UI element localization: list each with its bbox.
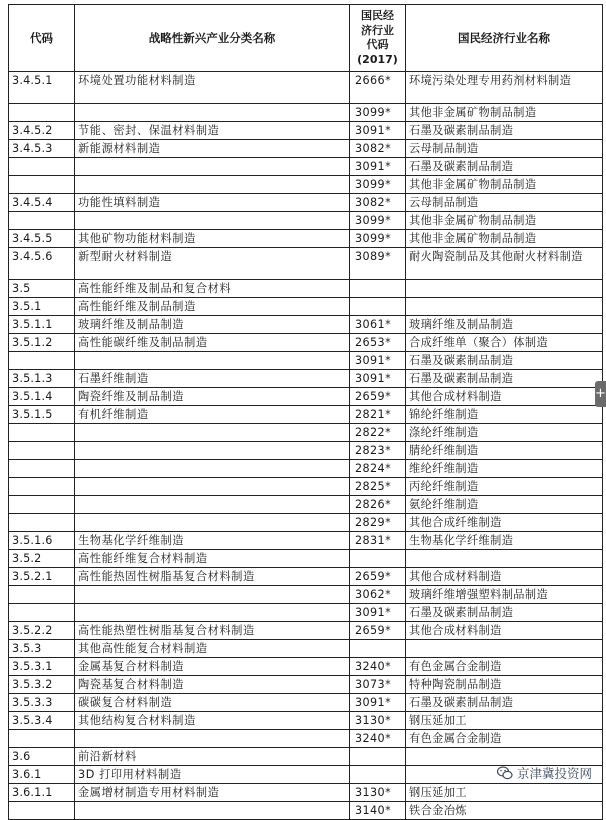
row-category: [75, 212, 350, 230]
row-nec-code: 3099*: [350, 212, 406, 230]
row-nec-name: 石墨及碳素制品制造: [406, 352, 603, 370]
row-nec-name: [406, 640, 603, 658]
table-row: [9, 478, 603, 496]
row-nec-name: 钢压延加工: [406, 712, 603, 730]
row-nec-code: [350, 640, 406, 658]
row-category: 有机纤维制造: [75, 406, 350, 424]
row-nec-name: 玻璃纤维及制品制造: [406, 316, 603, 334]
row-nec-name: 合成纤维单（聚合）体制造: [406, 334, 603, 352]
table-row: [9, 568, 603, 586]
row-nec-name: 其他非金属矿物制品制造: [406, 212, 603, 230]
row-nec-name: 特种陶瓷制品制造: [406, 676, 603, 694]
row-category: 陶瓷基复合材料制造: [75, 676, 350, 694]
row-category: 3D 打印用材料制造: [75, 766, 350, 784]
table-header: [9, 5, 603, 72]
row-category: 高性能纤维及制品制造: [75, 298, 350, 316]
row-code: 3.4.5.4: [9, 194, 75, 212]
table-row: [9, 194, 603, 212]
row-nec-code: 3099*: [350, 230, 406, 248]
row-code: 3.5.1: [9, 298, 75, 316]
row-nec-code: 2666*: [350, 72, 406, 104]
row-code: [9, 730, 75, 748]
plus-icon: +: [595, 386, 606, 401]
row-nec-code: 2653*: [350, 334, 406, 352]
row-code: [9, 158, 75, 176]
row-nec-code: 3130*: [350, 712, 406, 730]
row-nec-name: 石墨及碳素制品制造: [406, 370, 603, 388]
row-category: 前沿新材料: [75, 748, 350, 766]
table-row: [9, 352, 603, 370]
row-code: 3.5.3: [9, 640, 75, 658]
table-row: [9, 370, 603, 388]
row-nec-code: 2821*: [350, 406, 406, 424]
classification-table: [8, 4, 603, 820]
row-nec-code: 3082*: [350, 140, 406, 158]
row-nec-name: 云母制品制造: [406, 140, 603, 158]
row-category: [75, 604, 350, 622]
row-code: 3.5.1.1: [9, 316, 75, 334]
row-nec-code: [350, 766, 406, 784]
row-category: [75, 586, 350, 604]
row-nec-code: 3091*: [350, 694, 406, 712]
table-row: [9, 712, 603, 730]
table-row: [9, 640, 603, 658]
row-nec-name: 石墨及碳素制品制造: [406, 604, 603, 622]
row-nec-name: 有色金属合金制造: [406, 730, 603, 748]
row-category: 高性能纤维复合材料制造: [75, 550, 350, 568]
row-nec-code: 2825*: [350, 478, 406, 496]
header-nec-code-line4: (2017): [357, 52, 398, 66]
row-category: 其他结构复合材料制造: [75, 712, 350, 730]
row-category: 金属增材制造专用材料制造: [75, 784, 350, 802]
table-row: [9, 784, 603, 802]
row-code: [9, 802, 75, 820]
row-nec-code: 3091*: [350, 352, 406, 370]
row-nec-code: 3099*: [350, 176, 406, 194]
row-code: [9, 442, 75, 460]
row-code: 3.5.3.2: [9, 676, 75, 694]
header-nec-code-line2: 济行业: [361, 23, 394, 37]
row-code: 3.4.5.5: [9, 230, 75, 248]
row-code: [9, 586, 75, 604]
table-row: [9, 176, 603, 194]
table-row: [9, 622, 603, 640]
row-code: 3.5: [9, 280, 75, 298]
table-row: [9, 658, 603, 676]
table-row: [9, 694, 603, 712]
row-category: 碳碳复合材料制造: [75, 694, 350, 712]
row-nec-code: 3091*: [350, 158, 406, 176]
row-nec-name: 玻璃纤维增强塑料制品制造: [406, 586, 603, 604]
row-nec-code: 2823*: [350, 442, 406, 460]
table-row: [9, 212, 603, 230]
row-nec-code: [350, 280, 406, 298]
row-code: 3.5.3.4: [9, 712, 75, 730]
row-code: 3.5.1.3: [9, 370, 75, 388]
row-nec-code: 2824*: [350, 460, 406, 478]
row-category: [75, 478, 350, 496]
watermark: [497, 764, 592, 782]
row-code: [9, 496, 75, 514]
header-nec-code-line3: 代码: [366, 38, 389, 51]
row-category: 新型耐火材料制造: [75, 248, 350, 280]
row-nec-name: 氨纶纤维制造: [406, 496, 603, 514]
row-nec-code: 3130*: [350, 784, 406, 802]
row-nec-code: 3062*: [350, 586, 406, 604]
table-row: [9, 460, 603, 478]
row-category: 新能源材料制造: [75, 140, 350, 158]
row-code: 3.4.5.6: [9, 248, 75, 280]
table-row: [9, 802, 603, 820]
row-nec-code: 3240*: [350, 658, 406, 676]
row-nec-name: [406, 298, 603, 316]
row-nec-name: 钢压延加工: [406, 784, 603, 802]
row-category: [75, 514, 350, 532]
row-category: 高性能热塑性树脂基复合材料制造: [75, 622, 350, 640]
row-nec-name: 维纶纤维制造: [406, 460, 603, 478]
row-nec-name: [406, 550, 603, 568]
row-category: [75, 158, 350, 176]
table-row: [9, 550, 603, 568]
row-code: [9, 176, 75, 194]
table-row: [9, 496, 603, 514]
row-category: 环境处置功能材料制造: [75, 72, 350, 104]
row-nec-code: 2822*: [350, 424, 406, 442]
table-row: [9, 514, 603, 532]
row-category: 高性能纤维及制品和复合材料: [75, 280, 350, 298]
row-nec-name: 石墨及碳素制品制造: [406, 122, 603, 140]
table-row: [9, 158, 603, 176]
classification-table-sheet: [8, 4, 602, 820]
row-nec-name: 其他合成材料制造: [406, 568, 603, 586]
table-row: [9, 104, 603, 122]
row-nec-name: 耐火陶瓷制品及其他耐火材料制造: [406, 248, 603, 280]
row-nec-code: [350, 550, 406, 568]
row-code: 3.5.1.6: [9, 532, 75, 550]
side-expand-tab[interactable]: [595, 381, 606, 407]
table-row: [9, 676, 603, 694]
table-row: [9, 316, 603, 334]
row-nec-name: 其他非金属矿物制品制造: [406, 176, 603, 194]
table-row: [9, 72, 603, 104]
row-nec-name: 其他合成材料制造: [406, 388, 603, 406]
table-row: [9, 604, 603, 622]
row-category: 玻璃纤维及制品制造: [75, 316, 350, 334]
row-nec-code: 2829*: [350, 514, 406, 532]
table-row: [9, 442, 603, 460]
wechat-icon: [497, 766, 513, 780]
row-nec-name: 其他合成材料制造: [406, 622, 603, 640]
table-row: [9, 532, 603, 550]
row-code: 3.4.5.1: [9, 72, 75, 104]
row-code: [9, 604, 75, 622]
row-nec-code: 3082*: [350, 194, 406, 212]
row-code: 3.6.1: [9, 766, 75, 784]
row-nec-code: 2659*: [350, 568, 406, 586]
table-row: [9, 748, 603, 766]
row-nec-name: 锦纶纤维制造: [406, 406, 603, 424]
row-code: [9, 104, 75, 122]
row-code: [9, 212, 75, 230]
table-row: [9, 280, 603, 298]
row-nec-name: 腈纶纤维制造: [406, 442, 603, 460]
row-category: 生物基化学纤维制造: [75, 532, 350, 550]
row-nec-name: 涤纶纤维制造: [406, 424, 603, 442]
row-code: [9, 352, 75, 370]
row-code: 3.5.3.1: [9, 658, 75, 676]
row-category: [75, 460, 350, 478]
row-nec-code: 2831*: [350, 532, 406, 550]
table-row: [9, 586, 603, 604]
row-category: 陶瓷纤维及制品制造: [75, 388, 350, 406]
table-row: [9, 298, 603, 316]
table-row: [9, 730, 603, 748]
row-category: [75, 730, 350, 748]
row-code: [9, 424, 75, 442]
table-body: [9, 72, 603, 820]
row-category: [75, 802, 350, 820]
row-category: 高性能碳纤维及制品制造: [75, 334, 350, 352]
header-category: 战略性新兴产业分类名称: [75, 5, 350, 72]
row-nec-name: 其他非金属矿物制品制造: [406, 230, 603, 248]
row-category: 节能、密封、保温材料制造: [75, 122, 350, 140]
row-nec-name: 有色金属合金制造: [406, 658, 603, 676]
row-code: [9, 478, 75, 496]
row-nec-code: 3091*: [350, 370, 406, 388]
row-code: [9, 514, 75, 532]
row-code: 3.4.5.2: [9, 122, 75, 140]
row-category: [75, 496, 350, 514]
row-code: [9, 460, 75, 478]
header-nec-code-line1: 国民经: [361, 9, 394, 22]
table-row: [9, 248, 603, 280]
header-nec-code: [350, 5, 406, 72]
row-code: 3.5.2.2: [9, 622, 75, 640]
table-row: [9, 122, 603, 140]
row-nec-code: 3140*: [350, 802, 406, 820]
row-code: 3.5.2: [9, 550, 75, 568]
row-category: 其他高性能复合材料制造: [75, 640, 350, 658]
row-category: 功能性填料制造: [75, 194, 350, 212]
row-nec-code: 2659*: [350, 388, 406, 406]
header-row: [9, 5, 603, 72]
row-nec-code: 2659*: [350, 622, 406, 640]
row-nec-code: 3073*: [350, 676, 406, 694]
row-code: 3.5.1.5: [9, 406, 75, 424]
row-nec-name: 生物基化学纤维制造: [406, 532, 603, 550]
row-category: [75, 442, 350, 460]
row-code: 3.5.1.4: [9, 388, 75, 406]
row-nec-name: 石墨及碳素制品制造: [406, 694, 603, 712]
table-row: [9, 140, 603, 158]
row-nec-code: 3089*: [350, 248, 406, 280]
row-category: [75, 424, 350, 442]
row-category: 其他矿物功能材料制造: [75, 230, 350, 248]
row-nec-code: [350, 298, 406, 316]
row-nec-name: [406, 280, 603, 298]
table-row: [9, 424, 603, 442]
row-code: 3.6: [9, 748, 75, 766]
row-nec-name: 云母制品制造: [406, 194, 603, 212]
header-nec-name: 国民经济行业名称: [406, 5, 603, 72]
row-code: 3.5.2.1: [9, 568, 75, 586]
row-nec-code: 3240*: [350, 730, 406, 748]
row-category: 金属基复合材料制造: [75, 658, 350, 676]
row-nec-code: 3099*: [350, 104, 406, 122]
row-category: 石墨纤维制造: [75, 370, 350, 388]
table-row: [9, 334, 603, 352]
row-nec-code: 3091*: [350, 122, 406, 140]
watermark-text: 京津冀投资网: [516, 766, 592, 781]
table-row: [9, 230, 603, 248]
row-nec-code: 3061*: [350, 316, 406, 334]
row-nec-name: 丙纶纤维制造: [406, 478, 603, 496]
row-nec-name: 其他非金属矿物制品制造: [406, 104, 603, 122]
row-nec-name: 其他合成纤维制造: [406, 514, 603, 532]
row-category: [75, 352, 350, 370]
row-nec-code: [350, 748, 406, 766]
row-nec-name: 铁合金冶炼: [406, 802, 603, 820]
row-nec-name: 环境污染处理专用药剂材料制造: [406, 72, 603, 104]
table-row: [9, 406, 603, 424]
table-row: [9, 388, 603, 406]
row-nec-name: [406, 748, 603, 766]
header-code: 代码: [9, 5, 75, 72]
row-category: [75, 176, 350, 194]
row-code: 3.5.1.2: [9, 334, 75, 352]
row-category: 高性能热固性树脂基复合材料制造: [75, 568, 350, 586]
row-nec-code: 2826*: [350, 496, 406, 514]
row-nec-code: 3091*: [350, 604, 406, 622]
row-code: 3.6.1.1: [9, 784, 75, 802]
row-code: 3.4.5.3: [9, 140, 75, 158]
row-nec-name: 石墨及碳素制品制造: [406, 158, 603, 176]
row-code: 3.5.3.3: [9, 694, 75, 712]
row-category: [75, 104, 350, 122]
